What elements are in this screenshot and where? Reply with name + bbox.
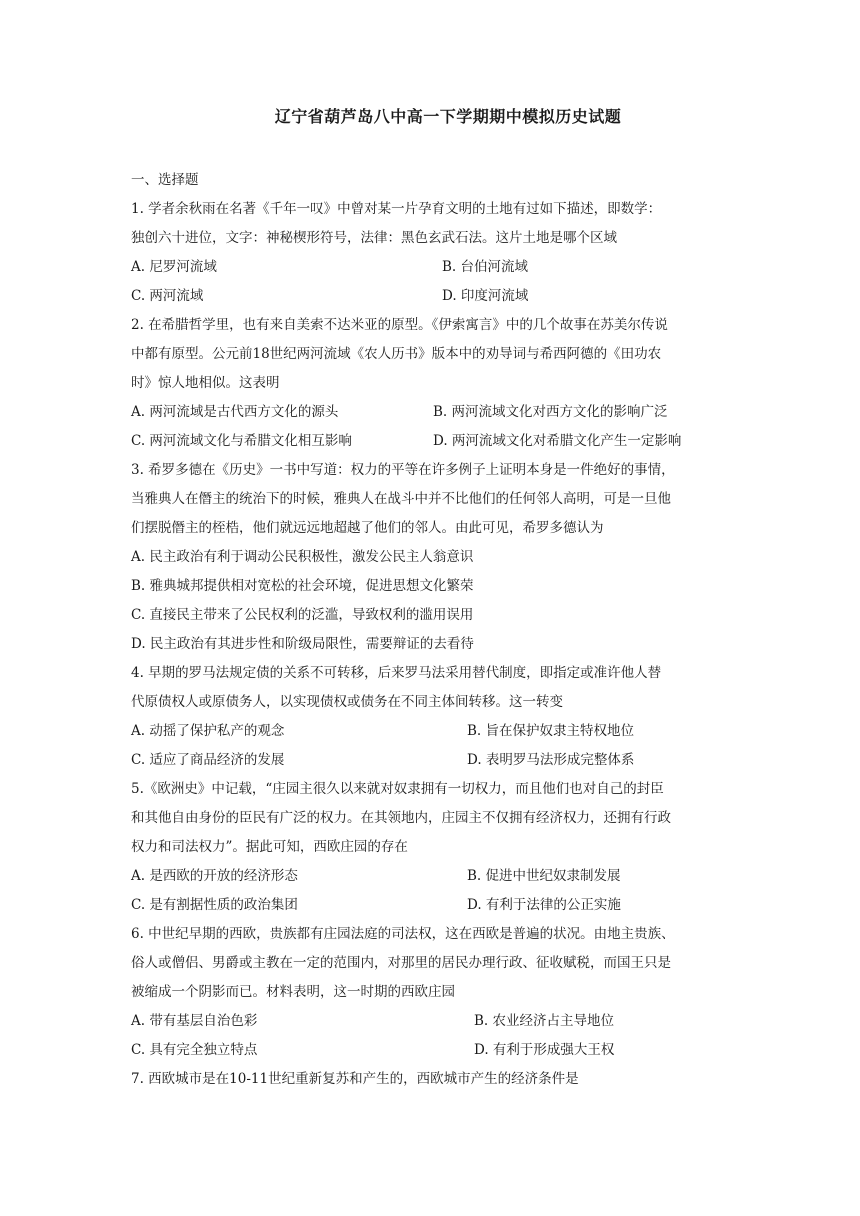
question-3 xyxy=(131,456,731,659)
question-text-line: 中都有原型。公元前18世纪两河流域《农人历书》版本中的劝导词与希西阿德的《田功农 xyxy=(131,346,662,362)
option-d: D. 表明罗马法形成完整体系 xyxy=(467,752,635,768)
option-c: C. 直接民主带来了公民权利的泛滥，导致权利的滥用误用 xyxy=(131,607,474,623)
option-row xyxy=(131,1007,731,1036)
option-a: A. 是西欧的开放的经济形态 xyxy=(131,868,298,884)
exam-content xyxy=(131,166,731,1094)
option-row xyxy=(131,862,731,891)
option-a: A. 尼罗河流域 xyxy=(131,259,217,275)
option-a: A. 带有基层自治色彩 xyxy=(131,1013,258,1029)
option-b: B. 农业经济占主导地位 xyxy=(474,1013,615,1029)
option-row xyxy=(131,253,731,282)
question-4 xyxy=(131,659,731,775)
option-row xyxy=(131,891,731,920)
question-text-line: 3. 希罗多德在《历史》一书中写道：权力的平等在许多例子上证明本身是一件绝好的事情， xyxy=(131,462,675,478)
question-text-line: 被缩成一个阴影而已。材料表明，这一时期的西欧庄园 xyxy=(131,984,455,1000)
question-text-line: 和其他自由身份的臣民有广泛的权力。在其领地内，庄园主不仅拥有经济权力，还拥有行政 xyxy=(131,810,671,826)
question-6 xyxy=(131,920,731,1065)
option-d: D. 印度河流域 xyxy=(442,288,529,304)
option-c: C. 适应了商品经济的发展 xyxy=(131,752,285,768)
option-c: C. 两河流域 xyxy=(131,288,204,304)
option-c: C. 具有完全独立特点 xyxy=(131,1042,258,1058)
option-c: C. 是有割据性质的政治集团 xyxy=(131,897,298,913)
question-7 xyxy=(131,1065,731,1094)
option-row xyxy=(131,717,731,746)
question-text-line: 独创六十进位，文字：神秘楔形符号，法律：黑色玄武石法。这片土地是哪个区域 xyxy=(131,230,617,246)
option-c: C. 两河流域文化与希腊文化相互影响 xyxy=(131,433,352,449)
option-row xyxy=(131,398,731,427)
option-a: A. 动摇了保护私产的观念 xyxy=(131,723,285,739)
option-row xyxy=(131,746,731,775)
option-b: B. 雅典城邦提供相对宽松的社会环境，促进思想文化繁荣 xyxy=(131,578,474,594)
option-row xyxy=(131,1036,731,1065)
question-text-line: 6. 中世纪早期的西欧，贵族都有庄园法庭的司法权，这在西欧是普遍的状况。由地主贵族、 xyxy=(131,926,675,942)
option-d: D. 有利于形成强大王权 xyxy=(474,1042,615,1058)
question-text-line: 代原债权人或原债务人，以实现债权或债务在不同主体间转移。这一转变 xyxy=(131,694,563,710)
option-d: D. 民主政治有其进步性和阶级局限性，需要辩证的去看待 xyxy=(131,636,474,652)
question-text-line: 4. 早期的罗马法规定债的关系不可转移，后来罗马法采用替代制度，即指定或准许他人替 xyxy=(131,665,662,681)
option-b: B. 旨在保护奴隶主特权地位 xyxy=(467,723,635,739)
question-text-line: 当雅典人在僭主的统治下的时候，雅典人在战斗中并不比他们的任何邻人高明，可是一旦他 xyxy=(131,491,671,507)
question-text-line: 5.《欧洲史》中记载，“庄园主很久以来就对奴隶拥有一切权力，而且他们也对自己的封臣 xyxy=(131,781,664,797)
option-a: A. 民主政治有利于调动公民积极性，激发公民主人翁意识 xyxy=(131,549,474,565)
question-text-line: 时》惊人地相似。这表明 xyxy=(131,375,280,391)
question-1 xyxy=(131,195,731,311)
question-text-line: 俗人或僧侣、男爵或主教在一定的范围内，对那里的居民办理行政、征收赋税，而国王只是 xyxy=(131,955,671,971)
option-a: A. 两河流域是古代西方文化的源头 xyxy=(131,404,339,420)
option-row xyxy=(131,427,731,456)
option-b: B. 促进中世纪奴隶制发展 xyxy=(467,868,621,884)
option-d: D. 有利于法律的公正实施 xyxy=(467,897,621,913)
option-d: D. 两河流域文化对希腊文化产生一定影响 xyxy=(433,433,682,449)
section-heading: 一、选择题 xyxy=(131,172,199,188)
page-title: 辽宁省葫芦岛八中高一下学期期中模拟历史试题 xyxy=(274,107,622,126)
question-2 xyxy=(131,311,731,456)
question-text-line: 2. 在希腊哲学里，也有来自美索不达米亚的原型。《伊索寓言》中的几个故事在苏美尔传说 xyxy=(131,317,668,333)
question-text-line: 1. 学者余秋雨在名著《千年一叹》中曾对某一片孕育文明的土地有过如下描述，即数学： xyxy=(131,201,662,217)
option-row xyxy=(131,282,731,311)
option-b: B. 台伯河流域 xyxy=(442,259,529,275)
question-text-line: 7. 西欧城市是在10-11世纪重新复苏和产生的，西欧城市产生的经济条件是 xyxy=(131,1071,579,1087)
question-text-line: 们摆脱僭主的桎梏，他们就远远地超越了他们的邻人。由此可见，希罗多德认为 xyxy=(131,520,604,536)
option-b: B. 两河流域文化对西方文化的影响广泛 xyxy=(433,404,668,420)
question-text-line: 权力和司法权力”。据此可知，西欧庄园的存在 xyxy=(131,839,408,855)
question-5 xyxy=(131,775,731,920)
